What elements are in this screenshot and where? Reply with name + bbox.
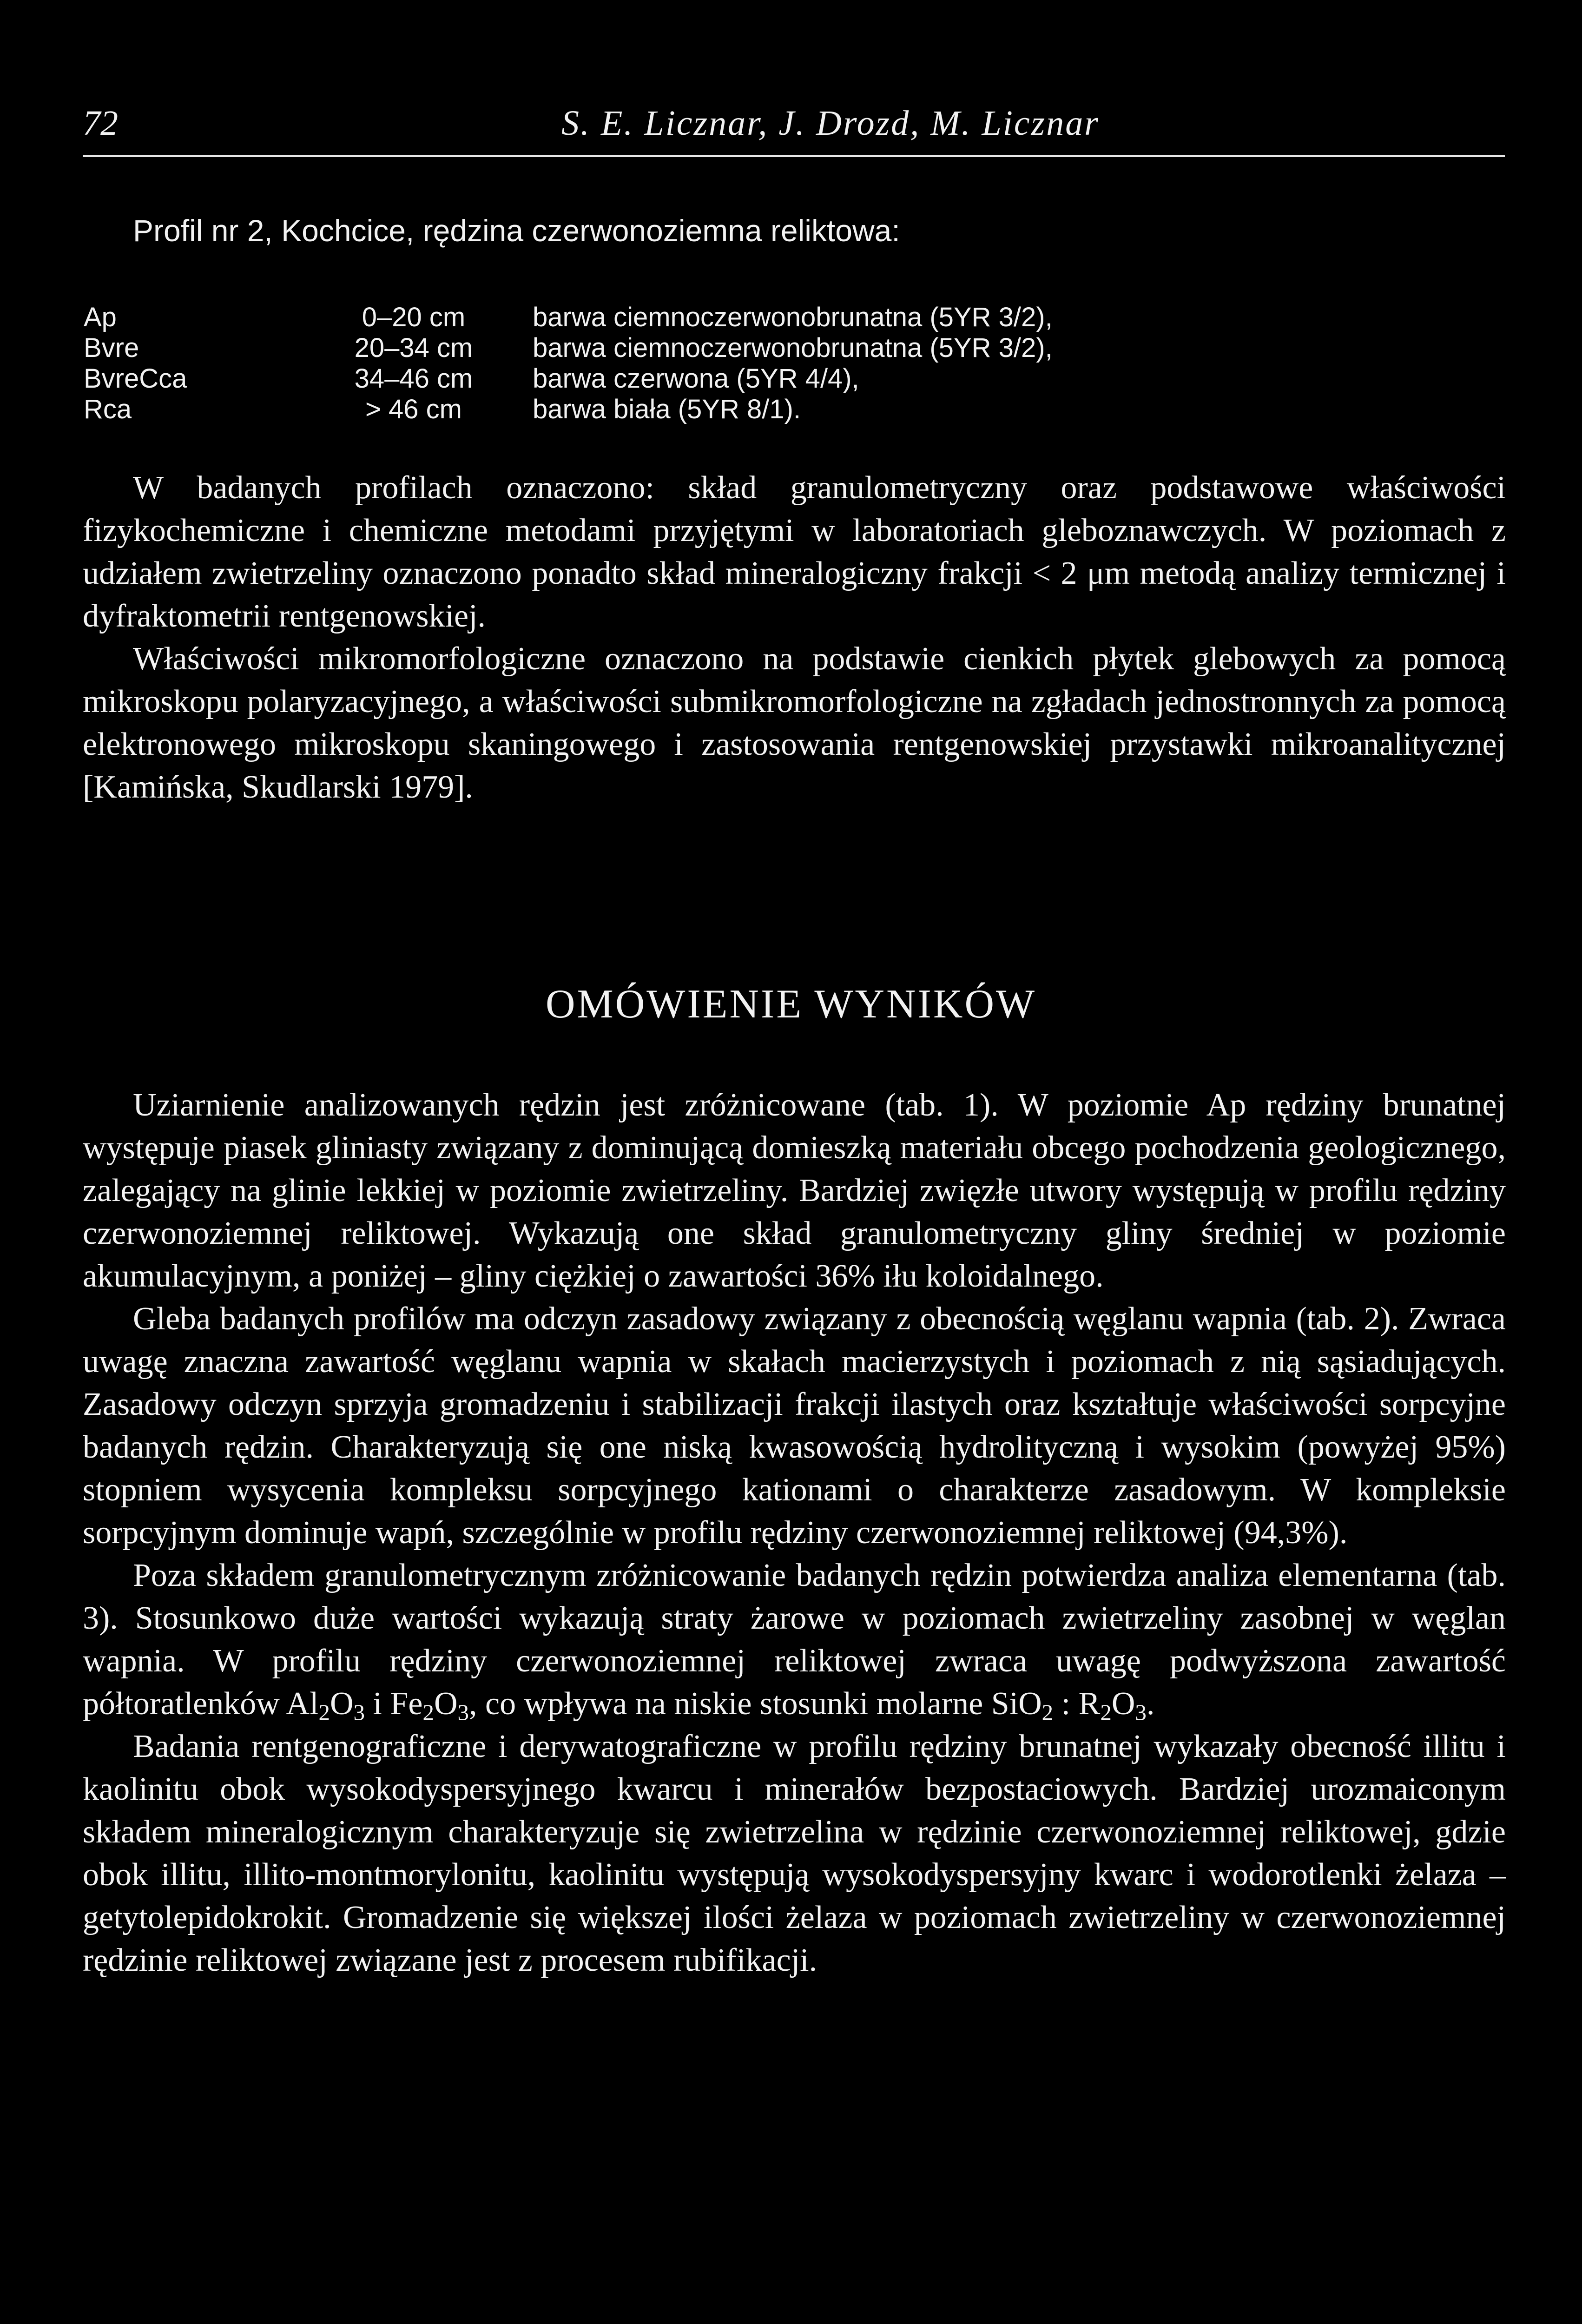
results-paragraph: Badania rentgenograficzne i derywatograficzne w profilu rędziny brunatnej wykazały obecność illitu i kaolinitu obok wysokodyspersyjnego kwarcu i minerałów bezpostaciowych. Bardziej urozmaiconym składem mineralogicznym charakteryzuje się zwietrzelina w rędzinie czerwonoziemnej reliktowej, gdzie obok illitu, illito-montmorylonitu, kaolinitu występują wysokodyspersyjny kwarc i wodorotlenki żelaza – getytolepidokrokit. Gromadzenie się większej ilości żelaza w poziomach zwietrzeliny w czerwonoziemnej rędzinie reliktowej związane jest z procesem rubifikacji. [83,1729,1506,1978]
horizon-row [84,394,1338,425]
horizon-list [84,302,1338,425]
horizon-depth: 20–34 cm [354,333,473,363]
formula-al2o3: $Al_2O_3$ [286,1686,365,1725]
horizon-depth: > 46 cm [365,394,462,424]
section-heading: OMÓWIENIE WYNIKÓW [545,982,1037,1027]
running-header [83,99,1505,157]
running-header-authors: S. E. Licznar, J. Drozd, M. Licznar [561,104,1100,143]
methods-section [83,467,1506,809]
results-section [83,1084,1506,1982]
formula-sio2: SiO$_2$ [991,1686,1054,1725]
horizon-code: Rca [84,394,132,424]
horizon-row [84,302,1338,333]
horizon-depth: 0–20 cm [362,302,466,332]
horizon-description: barwa ciemnoczerwonobrunatna (5YR 3/2), [533,333,1053,363]
methods-paragraph: Właściwości mikromorfologiczne oznaczono na podstawie cienkich płytek glebowych za pomocą mikroskopu polaryzacyjnego, a właściwości submikromorfologiczne na zgładach jednostronnych za pomocą elektronowego mikroskopu skaningowego i zastosowania rentgenowskiej przystawki mikroanalitycznej [Kamińska, Skudlarski 1979]. [83,641,1506,805]
horizon-code: Ap [84,302,117,332]
horizon-code: Bvre [84,333,139,363]
results-paragraph: Gleba badanych profilów ma odczyn zasadowy związany z obecnością węglanu wapnia (tab. 2). Zwraca uwagę znaczna zawartość węglanu wapnia w skałach macierzystych i poziomach z nią sąsiadujących. Zasadowy odczyn sprzyja gromadzeniu i stabilizacji frakcji ilastych oraz kształtuje właściwości sorpcyjne badanych rędzin. Charakteryzują się one niską kwasowością hydrolityczną i wysokim (powyżej 95%) stopniem wysycenia kompleksu sorpcyjnego kationami o charakterze zasadowym. W kompleksie sorpcyjnym dominuje wapń, szczególnie w profilu rędziny czerwonoziemnej reliktowej (94,3%). [83,1301,1506,1551]
horizon-code: BvreCca [84,363,187,394]
horizon-depth: 34–46 cm [354,363,473,394]
profile-title: Profil nr 2, Kochcice, rędzina czerwonoziemna reliktowa: [133,213,900,248]
horizon-description: barwa ciemnoczerwonobrunatna (5YR 3/2), [533,302,1053,332]
results-paragraph: Uziarnienie analizowanych rędzin jest zróżnicowane (tab. 1). W poziomie Ap rędziny brunatnej występuje piasek gliniasty związany z dominującą domieszką materiału obcego pochodzenia geologicznego, zalegający na glinie lekkiej w poziomie zwietrzeliny. Bardziej zwięzłe utwory występują w profilu rędziny czerwonoziemnej reliktowej. Wykazują one skład granulometryczny gliny średniej w poziomie akumulacyjnym, a poniżej – gliny ciężkiej o zawartości 36% iłu koloidalnego. [83,1087,1506,1294]
results-paragraph: Poza składem granulometrycznym zróżnicowanie badanych rędzin potwierdza analiza elementarna (tab. 3). Stosunkowo duże wartości wykazują straty żarowe w poziomach zwietrzeliny zasobnej w węglan wapnia. W profilu rędziny czerwonoziemnej reliktowej zwraca uwagę podwyższona zawartość półtoratlenków $Al_2O_3$ i $Fe_2O_3$, co wpływa na niskie stosunki molarne SiO$_2$ : $R_2O_3$. [83,1558,1506,1725]
formula-fe2o3: $Fe_2O_3$ [390,1686,469,1725]
horizon-row [84,363,1338,394]
horizon-description: barwa biała (5YR 8/1). [533,394,801,424]
horizon-description: barwa czerwona (5YR 4/4), [533,363,859,394]
paragraph-text: Poza składem granulometrycznym zróżnicowanie badanych rędzin potwierdza analiza elementarna (tab. 3). Stosunkowo duże wartości wykazują straty żarowe w poziomach zwietrzeliny zasobnej w węglan wapnia. W profilu rędziny czerwonoziemnej reliktowej zwraca uwagę podwyższona zawartość półtoratlenków [83,1558,1506,1722]
horizon-row [84,333,1338,363]
formula-r2o3: $R_2O_3$ [1078,1686,1147,1725]
methods-paragraph: W badanych profilach oznaczono: skład granulometryczny oraz podstawowe właściwości fizykochemiczne i chemiczne metodami przyjętymi w laboratoriach gleboznawczych. W poziomach z udziałem zwietrzeliny oznaczono ponadto skład mineralogiczny frakcji < 2 μm metodą analizy termicznej i dyfraktometrii rentgenowskiej. [83,470,1506,634]
page-number: 72 [83,104,118,143]
